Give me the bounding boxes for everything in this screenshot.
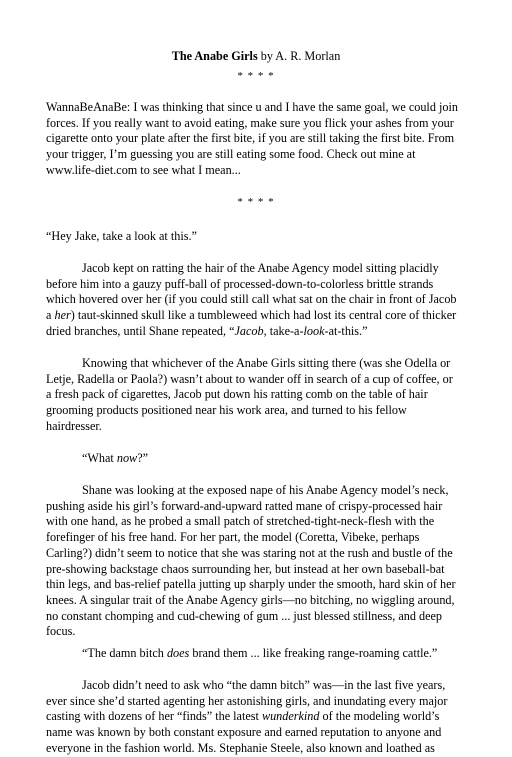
emphasis: does (166, 646, 190, 660)
paragraph-line: no constant chomping and cud-chewing of gum ... just blessed stillness, and deep (46, 608, 443, 623)
paragraph-line: name was known by both constant exposure and earned reputation to anyone and (46, 725, 442, 740)
paragraph-line: ever since she’d started agenting her astonishing girls, and inundating every major (46, 693, 448, 708)
paragraph-line: focus. (46, 624, 76, 639)
paragraph-line (46, 308, 470, 324)
text-run: , take-a- (263, 323, 304, 338)
text-run: brand them ... like freaking range-roaming cattle.” (189, 646, 438, 660)
paragraph (46, 261, 470, 340)
section-separator: * * * * (237, 196, 275, 208)
paragraph-line: grooming products positioned near his work area, and turned to his fellow (46, 403, 407, 418)
paragraph-line: with one hand, as he probed a small patch of stretched-tight-neck-flesh with the (46, 514, 435, 529)
emphasis: wunderkind (261, 709, 320, 724)
paragraph-line: knees. A singular trait of the Anabe Agency girls—no bitching, no wiggling around, (46, 592, 455, 607)
paragraph (46, 451, 470, 467)
story-title (0, 49, 512, 64)
text-run: “The damn bitch (82, 646, 167, 660)
text-run: “What (82, 451, 117, 465)
text-run: a (46, 308, 55, 323)
email-line: your trigger, I’m guessing you are still eating some food. Check out mine at (46, 147, 416, 162)
paragraph-line: Jacob kept on ratting the hair of the Anabe Agency model sitting placidly (82, 261, 439, 275)
paragraph (46, 483, 470, 640)
paragraph-line: everyone in the fashion world. Ms. Stephanie Steele, also known and loathed as (46, 740, 435, 755)
text-run: ?” (137, 451, 149, 465)
text-run: casting with dozens of her “finds” the latest (46, 709, 262, 724)
paragraph-line: Letje, Radella or Paola?) wasn’t about to wander off in search of a cup of coffee, or (46, 371, 453, 386)
email-line: www.life-diet.com to see what I mean... (46, 162, 241, 177)
paragraph-line (46, 646, 470, 662)
emphasis: now (116, 451, 138, 465)
paragraph-line: pre-showing backstage chaos surrounding her, but instead at her own baseball-bat (46, 561, 445, 576)
text-run: -at-this.” (324, 323, 368, 338)
emphasis: her (54, 308, 71, 323)
section-separator: * * * * (237, 70, 275, 82)
paragraph-line: a fresh pack of cigarettes, Jacob put down his ratting comb on the table of hair (46, 387, 428, 402)
paragraph-line: which hovered over her (if you could still call what sat on the chair in front of Jacob (46, 292, 457, 307)
paragraph-line: Jacob didn’t need to ask who “the damn bitch” was—in the last five years, (82, 678, 446, 692)
paragraph-line: before him into a gauzy puff-ball of processed-down-to-colorless brittle strands (46, 276, 434, 291)
paragraph-line: thin legs, and bas-relief patella jutting up sharply under the smooth, hard skin of her (46, 577, 456, 592)
emphasis: look (303, 323, 325, 338)
text-run: of the modeling world’s (319, 709, 440, 724)
email-paragraph (46, 100, 470, 179)
text-run: dried branches, until Shane repeated, “ (46, 323, 235, 338)
paragraph (46, 229, 470, 245)
paragraph-line: hairdresser. (46, 418, 102, 433)
email-line: WannaBeAnaBe: I was thinking that since u and I have the same goal, we could join (46, 100, 458, 114)
paragraph-line (46, 709, 470, 725)
paragraph-line (46, 451, 470, 467)
emphasis: Jacob (234, 323, 264, 338)
text-run: ) taut-skinned skull like a tumbleweed which had lost its central core of thicker (70, 308, 457, 323)
paragraph (46, 356, 470, 435)
paragraph-line: forefinger of his free hand. For her part, the model (Coretta, Vibeke, perhaps (46, 530, 420, 545)
email-line: cigarette onto your plate after the first bite, if you are still taking the first bite. From (46, 131, 455, 146)
email-line: forces. If you really want to avoid eating, make sure you flick your ashes from your (46, 115, 454, 130)
paragraph (46, 678, 470, 757)
paragraph-line: Shane was looking at the exposed nape of his Anabe Agency model’s neck, (82, 483, 449, 497)
paragraph-line: “Hey Jake, take a look at this.” (46, 229, 197, 243)
story-name: The Anabe Girls (171, 49, 258, 63)
paragraph (46, 646, 470, 662)
paragraph-line: Carling?) didn’t seem to notice that she was staring not at the rush and bustle of the (46, 545, 453, 560)
story-byline: by A. R. Morlan (260, 49, 341, 63)
paragraph-line: Knowing that whichever of the Anabe Girls sitting there (was she Odella or (82, 356, 451, 370)
paragraph-line (46, 324, 470, 340)
paragraph-line: pushing aside his girl’s forward-and-upward ratted mane of crispy-processed hair (46, 498, 443, 513)
